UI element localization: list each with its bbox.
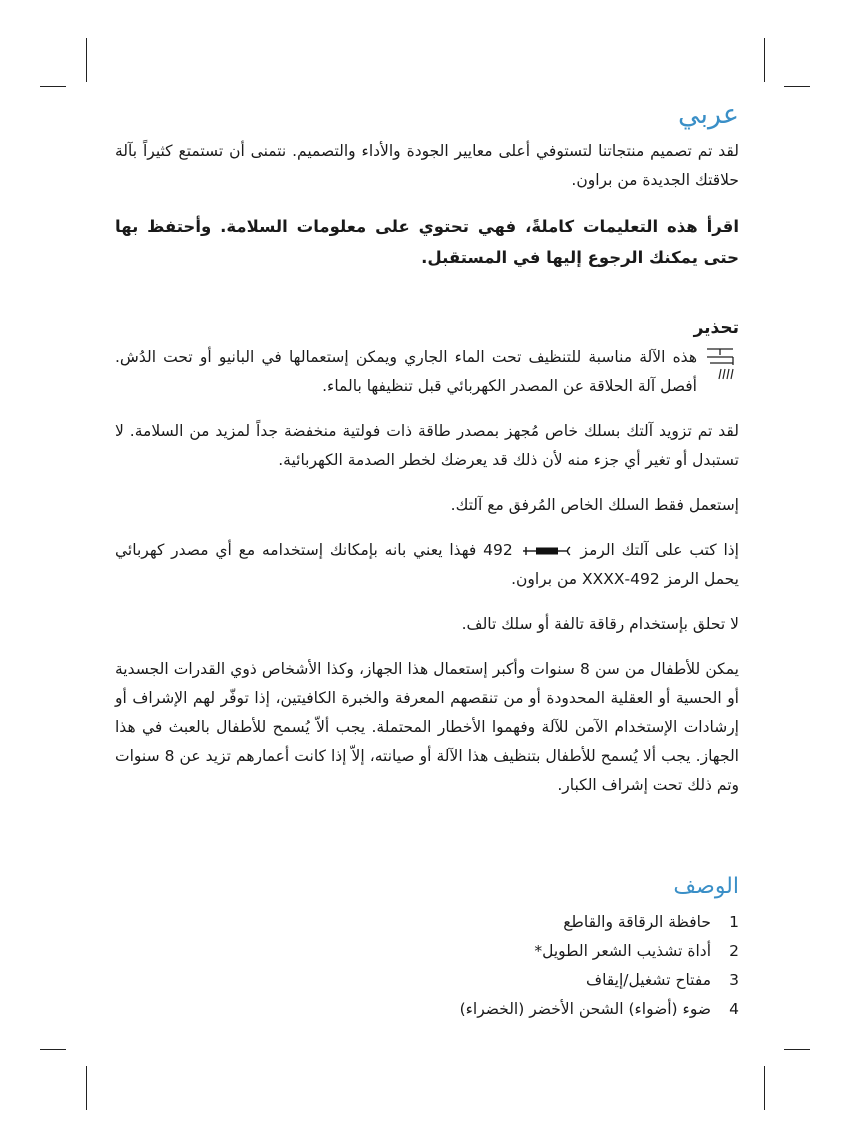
crop-mark [40, 1049, 66, 1050]
description-list [115, 908, 739, 1024]
crop-mark [40, 86, 66, 87]
item-number: 1 [729, 913, 739, 931]
read-instructions-notice: اقرأ هذه التعليمات كاملةً، فهي تحتوي على معلومات السلامة. وأحتفظ بها حتى يمكنك الرجوع إليها في المستقبل. [115, 217, 739, 267]
symbol-notice [115, 536, 739, 594]
shower-warning-text: هذه الآلة مناسبة للتنظيف تحت الماء الجاري ويمكن إستعمالها في البانيو أو تحت الدُش. أفصل آلة الحلاقة عن المصدر الكهربائي قبل تنظيفها بالماء. [115, 348, 697, 395]
item-number: 2 [729, 942, 739, 960]
crop-mark [784, 86, 810, 87]
special-cord-notice: إستعمل فقط السلك الخاص المُرفق مع آلتك. [450, 496, 739, 514]
language-title: عربي [677, 99, 739, 130]
item-label: أداة تشذيب الشعر الطويل* [534, 942, 711, 960]
crop-mark [86, 38, 87, 82]
crop-mark [86, 1066, 87, 1110]
item-number: 4 [729, 1000, 739, 1018]
symbol-notice-after: 492 فهذا يعني بانه بإمكانك إستخدامه مع أي مصدر كهربائي يحمل الرمز 492-XXXX من براون. [115, 541, 739, 588]
list-item [115, 908, 739, 937]
item-label: ضوء (أضواء) الشحن الأخضر (الخضراء) [459, 1000, 711, 1018]
manual-page [115, 95, 739, 1024]
warning-title: تحذير [693, 318, 739, 338]
item-label: مفتاح تشغيل/إيقاف [586, 971, 711, 989]
description-title: الوصف [673, 874, 739, 899]
crop-mark [784, 1049, 810, 1050]
power-plug-symbol-icon [523, 545, 571, 557]
item-label: حافظة الرقاقة والقاطع [563, 913, 711, 931]
cord-warning: لقد تم تزويد آلتك بسلك خاص مُجهز بمصدر طاقة ذات فولتية منخفضة جداً لمزيد من السلامة. لا تستبدل أو تغير أي جزء منه لأن ذلك قد يعرضك لخطر الصدمة الكهربائية. [115, 422, 739, 469]
list-item [115, 966, 739, 995]
list-item [115, 995, 739, 1024]
intro-paragraph: لقد تم تصميم منتجاتنا لتستوفي أعلى معايير الجودة والأداء والتصميم. نتمنى أن تستمتع كثيراً بآلة حلاقتك الجديدة من براون. [115, 142, 739, 189]
item-number: 3 [729, 971, 739, 989]
symbol-notice-before: إذا كتب على آلتك الرمز [580, 541, 739, 559]
damaged-foil-warning: لا تحلق بإستخدام رقاقة تالفة أو سلك تالف. [461, 615, 739, 633]
shower-warning [115, 343, 739, 401]
crop-mark [764, 1066, 765, 1110]
children-warning: يمكن للأطفال من سن 8 سنوات وأكبر إستعمال هذا الجهاز، وكذا الأشخاص ذوي القدرات الجسدية أو الحسية أو العقلية المحدودة أو من تنقصهم المعرفة والخبرة الكافيتين، إذا توفّر لهم الإشراف أو إرشادات الإستخدام الآمن للآلة وفهموا الأخطار المحتملة. يجب ألاّ يُسمح للأطفال بالعبث في هذا الجهاز. يجب ألا يُسمح للأطفال بتنظيف هذا الآلة أو صيانته، إلاّ إذا كانت أعمارهم تزيد عن 8 سنوات وتم ذلك تحت إشراف الكبار. [115, 660, 740, 794]
list-item [115, 937, 739, 966]
shower-icon [703, 343, 739, 391]
crop-mark [764, 38, 765, 82]
